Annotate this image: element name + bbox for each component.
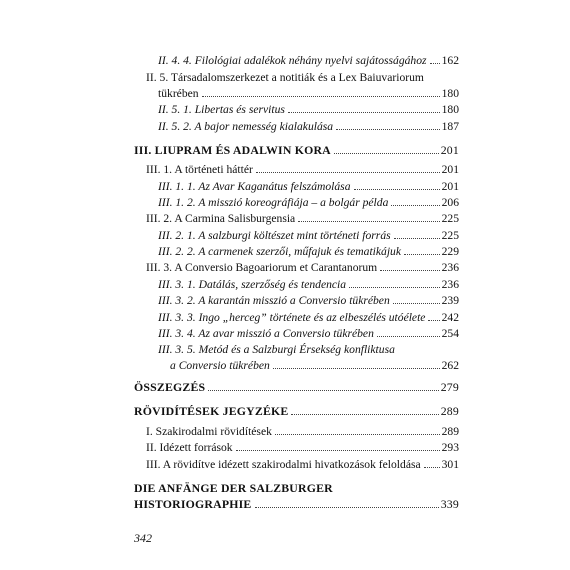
toc-page-number: 262: [441, 359, 459, 373]
toc-entry-title: ÖSSZEGZÉS: [134, 380, 206, 394]
toc-entry-line: [158, 293, 459, 309]
toc-entry-title: HISTORIOGRAPHIE: [134, 497, 252, 512]
toc-page-number: 289: [441, 425, 459, 438]
toc-page-number: 339: [440, 497, 459, 512]
toc-page-number: 201: [441, 163, 459, 176]
toc-entry-title: III. 3. 2. A karantán misszió a Conversio tükrében: [158, 294, 390, 307]
dot-leader: [273, 368, 440, 369]
dot-leader: [377, 336, 440, 337]
dot-leader: [424, 467, 440, 468]
dot-leader: [255, 507, 439, 508]
toc-entry: [158, 102, 459, 118]
toc-entry-line: [146, 211, 459, 227]
page-number: 342: [134, 531, 152, 545]
toc-page-number: 236: [441, 261, 459, 274]
dot-leader: [202, 96, 440, 97]
toc-entry-line: [158, 358, 459, 374]
toc-page-number: 180: [441, 87, 459, 101]
toc-entry-line: [146, 440, 459, 456]
toc-entry: [158, 342, 459, 375]
toc-entry-line: [134, 142, 459, 158]
toc-entry-title: I. Szakirodalmi rövidítések: [146, 425, 272, 438]
toc-entry-line: [158, 53, 459, 69]
toc-entry-title: II. 5. Társadalomszerkezet a notitiák és a Lex Baiuvariorum: [146, 71, 424, 84]
toc-entry-title: II. 4. 4. Filológiai adalékok néhány nyelvi sajátosságához: [158, 54, 427, 67]
toc-entry-line: [146, 70, 459, 86]
toc-entry-title: III. 3. 3. Ingo „herceg” története és az elbeszélés utóélete: [158, 311, 426, 324]
toc-entry-title: III. 1. 2. A misszió koreográfiája – a bolgár példa: [158, 196, 389, 209]
toc-chapter-entry: [134, 403, 459, 419]
toc-entry-title: II. Idézett források: [146, 441, 233, 454]
toc-entry: [158, 53, 459, 69]
toc-entry-line: [134, 379, 459, 395]
toc-page-number: 289: [440, 404, 459, 418]
toc-page-number: 239: [441, 294, 459, 307]
toc-page-number: 201: [440, 143, 459, 157]
dot-leader: [291, 414, 438, 415]
toc-entry-title: II. 5. 2. A bajor nemesség kialakulása: [158, 120, 334, 133]
toc-chapter-entry: [134, 379, 459, 395]
dot-leader: [334, 153, 439, 154]
toc-entry-line: [158, 102, 459, 118]
toc-entry-line: [134, 480, 459, 496]
dot-leader: [404, 254, 440, 255]
dot-leader: [393, 303, 440, 304]
toc-entry-line: [146, 424, 459, 440]
toc-chapter-entry: [134, 480, 459, 513]
toc-entry-title: III. 3. 4. Az avar misszió a Conversio tükrében: [158, 327, 374, 340]
toc-page-number: 187: [441, 120, 459, 133]
toc-entry-line: [158, 310, 459, 326]
toc-entry-line: [146, 457, 459, 473]
dot-leader: [298, 221, 439, 222]
toc-entry-line: [158, 277, 459, 293]
dot-leader: [354, 189, 440, 190]
toc-page-number: 229: [441, 245, 459, 258]
toc-entry: [146, 457, 459, 473]
toc-entry-title: III. 3. 1. Datálás, szerzőség és tendencia: [158, 278, 347, 291]
dot-leader: [336, 129, 440, 130]
toc-entry: [146, 211, 459, 227]
dot-leader: [380, 270, 439, 271]
toc-entry: [146, 162, 459, 178]
toc-entry: [146, 260, 459, 276]
toc-page-number: 236: [441, 278, 459, 291]
toc-entry-line: [158, 179, 459, 195]
toc-page-number: 180: [441, 103, 459, 116]
toc-chapter-entry: [134, 142, 459, 158]
toc-entry: [158, 244, 459, 260]
dot-leader: [430, 63, 440, 64]
toc-entry-title: III. 3. A Conversio Bagoariorum et Carantanorum: [146, 261, 378, 274]
toc-entry: [158, 179, 459, 195]
toc-entry-title: RÖVIDÍTÉSEK JEGYZÉKE: [134, 404, 289, 418]
toc-page-number: 206: [441, 196, 459, 209]
toc-entry: [158, 119, 459, 135]
toc-entry: [158, 326, 459, 342]
toc-entry-line: [158, 342, 459, 358]
toc-entry-title: III. 1. A történeti háttér: [146, 163, 253, 176]
dot-leader: [208, 390, 438, 391]
toc-entry-title: III. 1. 1. Az Avar Kaganátus felszámolása: [158, 180, 351, 193]
toc-entry-line: [146, 86, 459, 102]
toc-page-number: 242: [441, 311, 459, 324]
toc-entry-title: III. 2. 2. A carmenek szerzői, műfajuk és tematikájuk: [158, 245, 401, 258]
toc-entry-line: [134, 403, 459, 419]
toc-entry-line: [158, 119, 459, 135]
toc-page-number: 254: [441, 327, 459, 340]
toc-page-number: 225: [441, 212, 459, 225]
toc-entry-line: [158, 326, 459, 342]
toc-entry-title: III. 2. 1. A salzburgi költészet mint történeti forrás: [158, 229, 391, 242]
toc-entry-title: a Conversio tükrében: [170, 359, 270, 373]
toc-entry: [158, 228, 459, 244]
dot-leader: [428, 320, 439, 321]
dot-leader: [275, 434, 440, 435]
dot-leader: [391, 205, 439, 206]
toc-page-number: 279: [440, 380, 459, 394]
toc-page-number: 301: [441, 458, 459, 471]
toc-page-number: 201: [441, 180, 459, 193]
toc-entry-title: III. A rövidítve idézett szakirodalmi hivatkozások feloldása: [146, 458, 421, 471]
toc-entry-line: [146, 162, 459, 178]
dot-leader: [349, 287, 440, 288]
toc-page-number: 225: [441, 229, 459, 242]
toc-entry-line: [158, 228, 459, 244]
dot-leader: [288, 112, 440, 113]
toc-entry: [158, 293, 459, 309]
toc-entry: [146, 70, 459, 103]
toc-entry-line: [134, 496, 459, 512]
toc-entry: [158, 310, 459, 326]
toc-page-number: 293: [441, 441, 459, 454]
dot-leader: [256, 172, 440, 173]
toc-entry-title: II. 5. 1. Libertas és servitus: [158, 103, 285, 116]
toc-entry: [158, 195, 459, 211]
toc-entry-title: tükrében: [158, 87, 199, 101]
toc-entry-title: III. 3. 5. Metód és a Salzburgi Érsekség konfliktusa: [158, 343, 395, 356]
toc-page-number: 162: [441, 54, 459, 67]
toc-entry: [146, 440, 459, 456]
toc-entry: [146, 424, 459, 440]
toc-entry-line: [146, 260, 459, 276]
toc-entry-title: DIE ANFÄNGE DER SALZBURGER: [134, 481, 333, 495]
dot-leader: [394, 238, 440, 239]
dot-leader: [236, 450, 440, 451]
toc-entry: [158, 277, 459, 293]
toc-entry-line: [158, 195, 459, 211]
toc-entry-title: III. 2. A Carmina Salisburgensia: [146, 212, 296, 225]
toc-entry-title: III. LIUPRAM ÉS ADALWIN KORA: [134, 143, 331, 157]
toc-entry-line: [158, 244, 459, 260]
